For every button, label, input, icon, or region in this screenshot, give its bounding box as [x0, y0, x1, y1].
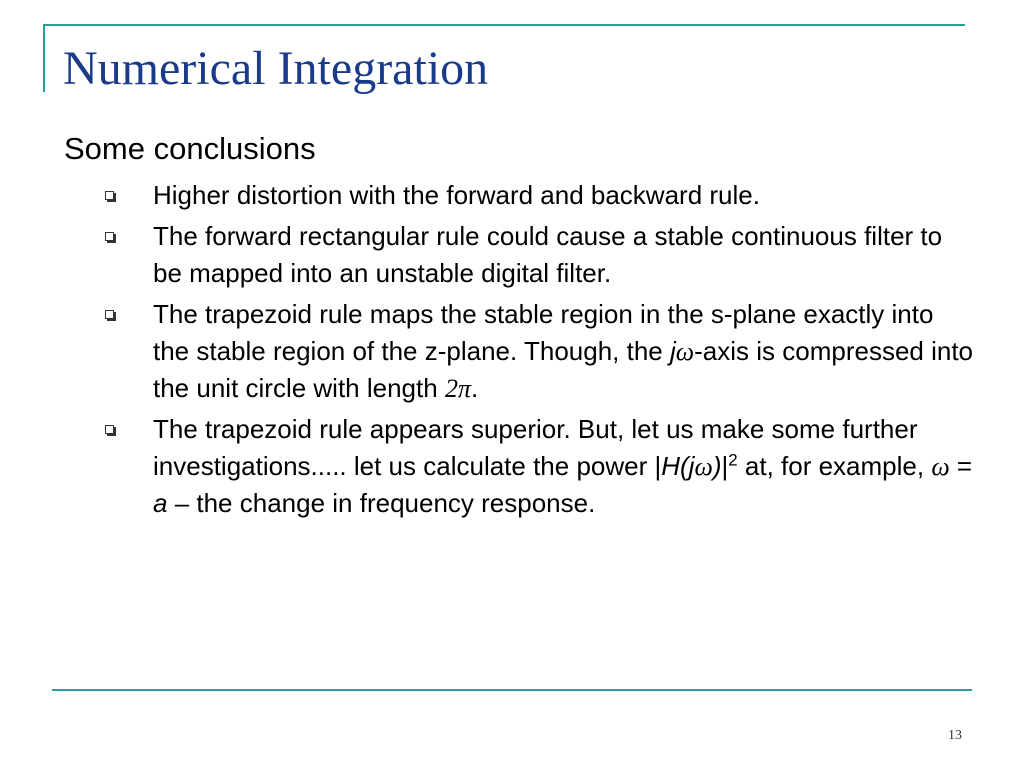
bullet-item: [64, 218, 974, 292]
math-superscript: 2: [728, 450, 738, 470]
bullet-text-part: -axis is compressed into the unit circle with length: [153, 336, 974, 404]
bullet-item: [64, 411, 974, 522]
square-bullet-icon: [105, 232, 114, 241]
slide-title: Numerical Integration: [63, 42, 489, 95]
bullet-text-part: The trapezoid rule maps the stable region in the s-plane exactly into the stable region of the z-plane. Though, the: [153, 299, 934, 367]
bullet-text: Higher distortion with the forward and backward rule.: [153, 180, 760, 211]
bullet-text-part: .: [470, 373, 479, 404]
square-bullet-icon: [105, 191, 114, 200]
bullet-list: [64, 177, 974, 522]
math-symbol-omega: ω: [931, 452, 950, 482]
square-bullet-icon: [105, 425, 114, 434]
math-symbol-paren: ): [712, 451, 722, 482]
frame-left-line: [43, 24, 45, 92]
square-bullet-icon: [105, 310, 114, 319]
math-symbol-a: a: [153, 488, 168, 519]
page-number: 13: [948, 728, 962, 743]
bullet-text-part: at, for example,: [737, 451, 932, 482]
math-symbol-j: j: [670, 336, 676, 367]
math-symbol-equals: =: [949, 451, 973, 482]
slide-content: [64, 130, 974, 526]
bullet-text: The forward rectangular rule could cause a stable continuous filter to be mapped into an unstable digital filter.: [153, 221, 943, 289]
bullet-item: [64, 296, 974, 407]
math-symbol-omega: ω: [694, 452, 713, 482]
frame-top-line: [43, 24, 965, 26]
bullet-item: [64, 177, 974, 214]
bullet-text-part: The trapezoid rule appears superior. But, let us make some further investigations..... let us calculate the power |: [153, 414, 918, 482]
bullet-text-part: – the change in frequency response.: [167, 488, 596, 519]
math-symbol-omega: ω: [675, 337, 695, 367]
math-symbol-2pi: 2π: [444, 374, 471, 404]
section-heading: Some conclusions: [64, 131, 316, 166]
math-symbol-bar: |: [721, 451, 729, 482]
math-symbol-H: H(j: [661, 451, 695, 482]
frame-bottom-line: [52, 689, 972, 691]
